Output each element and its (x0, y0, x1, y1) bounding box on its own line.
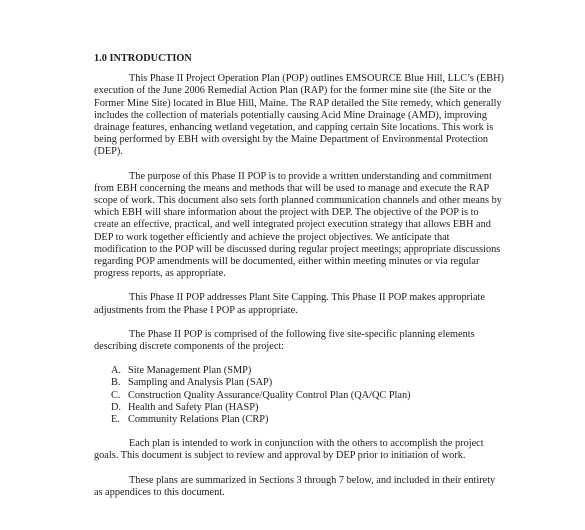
list-item-text: Construction Quality Assurance/Quality Control Plan (QA/QC Plan) (128, 389, 411, 401)
list-item (94, 365, 504, 377)
paragraph-overview: This Phase II Project Operation Plan (POP) outlines EMSOURCE Blue Hill, LLC’s (EBH) execution of the June 2006 Remedial Action Plan (RAP) for the former mine site (the Site or the Former Mine Site) located in Blue Hill, Maine. The RAP detailed the Site remedy, which generally includes the collection of materials potentially causing Acid Mine Drainage (AMD), improving drainage features, enhancing wetland vegetation, and capping certain Site locations. This work is being performed by EBH with oversight by the Maine Department of Environmental Protection (DEP). (94, 73, 504, 158)
list-item-text: Community Relations Plan (CRP) (128, 414, 269, 426)
list-item (94, 377, 504, 389)
paragraph-purpose: The purpose of this Phase II POP is to provide a written understanding and commitment from EBH concerning the means and methods that will be used to manage and execute the RAP scope of work. This document also sets forth planned communication channels and other means by which EBH will share information about the project with DEP. The objective of the POP is to create an effective, practical, and well integrated project execution strategy that allows EBH and DEP to work together efficiently and achieve the project objectives. We anticipate that modification to the POP will be discussed during regular project meetings; appropriate discussions regarding POP amendments will be documented, either within meeting minutes or via regular progress reports, as appropriate. (94, 170, 502, 280)
list-marker: A. (111, 365, 122, 377)
list-item (94, 402, 504, 414)
list-marker: C. (111, 389, 121, 401)
list-marker: D. (111, 401, 122, 413)
document-body (94, 53, 504, 511)
list-item-text: Sampling and Analysis Plan (SAP) (128, 377, 273, 389)
list-item-text: Site Management Plan (SMP) (128, 365, 252, 377)
section-heading (94, 53, 504, 65)
section-title: INTRODUCTION (109, 53, 192, 64)
paragraph-components: The Phase II POP is comprised of the following five site-specific planning elements describing discrete components of the project: (94, 328, 475, 353)
paragraph-scope: This Phase II POP addresses Plant Site Capping. This Phase II POP makes appropriate adjustments from the Phase I POP as appropriate. (94, 292, 485, 316)
paragraph-summary: These plans are summarized in Sections 3 through 7 below, and included in their entirety as appendices to this document. (94, 474, 496, 498)
list-item (94, 414, 504, 426)
planning-elements-list (94, 365, 504, 426)
section-number: 1.0 (94, 53, 107, 64)
list-item-text: Health and Safety Plan (HASP) (128, 401, 259, 413)
paragraph-plan-intent: Each plan is intended to work in conjunction with the others to accomplish the project goals. This document is subject to review and approval by DEP prior to initiation of work. (94, 438, 484, 462)
list-item (94, 390, 504, 402)
list-marker: E. (111, 414, 120, 426)
list-marker: B. (111, 377, 121, 389)
